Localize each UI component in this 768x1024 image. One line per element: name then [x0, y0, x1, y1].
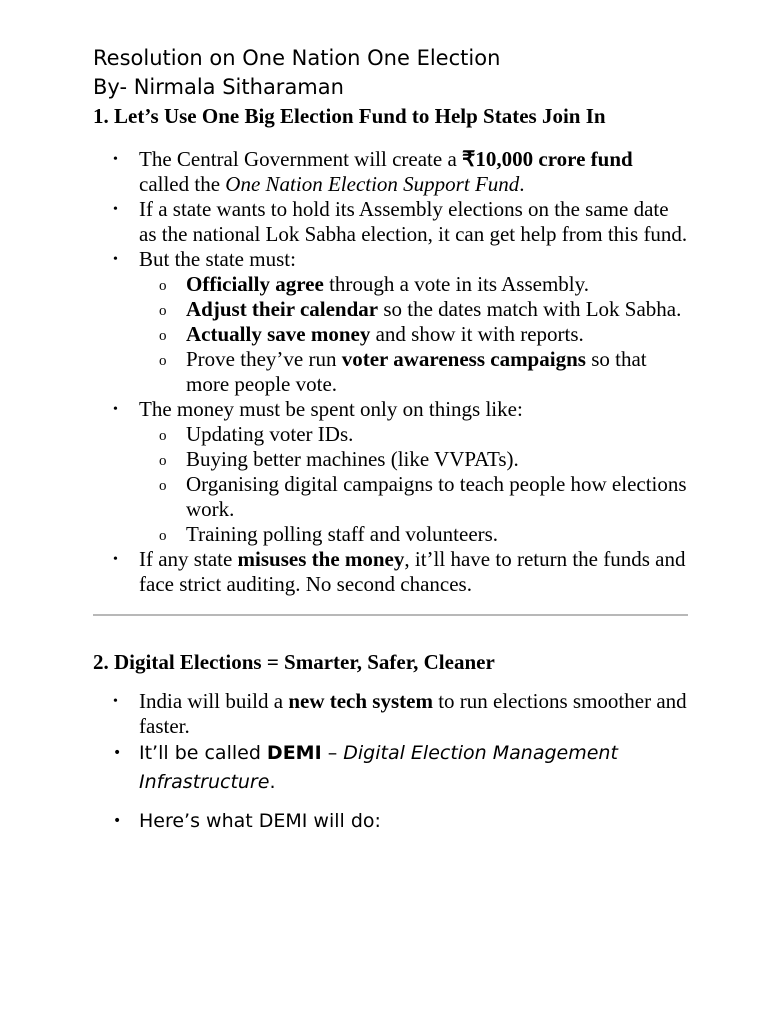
bullet-icon: • — [113, 202, 118, 217]
list-item-text: called the — [139, 172, 226, 196]
list-item — [93, 397, 688, 547]
section-1-heading: 1. Let’s Use One Big Election Fund to Help States Join In — [93, 104, 606, 128]
demi-full-name: Digital Election Management Infrastructure — [139, 742, 618, 793]
list-item — [93, 197, 688, 247]
section-2-heading: 2. Digital Elections = Smarter, Safer, Cleaner — [93, 650, 495, 674]
bullet-icon: • — [113, 813, 122, 829]
list-item-text: India will build a — [139, 689, 289, 713]
demi-acronym: DEMI — [266, 742, 322, 764]
list-item — [93, 147, 688, 197]
list-item-text: If a state wants to hold its Assembly elections on the same date as the national Lok Sabha election, it can get help from this fund. — [139, 197, 688, 246]
sub-bullet-icon: o — [159, 353, 167, 369]
sub-list-item — [139, 472, 688, 522]
sub-item-bold: Adjust their calendar — [186, 297, 379, 321]
spending-sublist — [139, 422, 688, 547]
list-item-text: But the state must: — [139, 247, 296, 271]
sub-list-item — [139, 272, 688, 297]
document-title: Resolution on One Nation One Election — [93, 46, 501, 70]
sub-list-item — [139, 422, 688, 447]
section-divider — [93, 614, 688, 616]
list-item-text: The Central Government will create a — [139, 147, 463, 171]
list-item-text: . — [269, 771, 276, 793]
list-item — [93, 689, 688, 739]
section-1-list — [93, 147, 688, 597]
bullet-icon: • — [113, 552, 118, 567]
fund-amount: ₹10,000 crore fund — [462, 147, 633, 171]
sub-item-text: Training polling staff and volunteers. — [186, 522, 499, 546]
sub-bullet-icon: o — [159, 478, 167, 494]
sub-list-item — [139, 347, 688, 397]
sub-bullet-icon: o — [159, 278, 167, 294]
conditions-sublist — [139, 272, 688, 397]
sub-item-bold: voter awareness campaigns — [341, 347, 586, 371]
list-item — [93, 807, 688, 836]
sub-list-item — [139, 297, 688, 322]
sub-item-text: Updating voter IDs. — [186, 422, 354, 446]
bullet-icon: • — [113, 694, 118, 709]
list-item-text: , it’ll have to return the funds and face strict auditing. No second chances. — [139, 547, 686, 596]
sub-item-text: Buying better machines (like VVPATs). — [186, 447, 519, 471]
sub-item-text: so that more people vote. — [186, 347, 647, 396]
list-item-text: to run elections smoother and faster. — [139, 689, 687, 738]
list-item-text: Here’s what DEMI will do: — [139, 810, 381, 832]
section-2-list — [93, 689, 688, 836]
sub-item-text: through a vote in its Assembly. — [323, 272, 590, 296]
bullet-icon: • — [113, 252, 118, 267]
sub-bullet-icon: o — [159, 428, 167, 444]
fund-name: One Nation Election Support Fund — [225, 172, 520, 196]
list-item-text: – — [321, 742, 344, 764]
sub-item-text: Organising digital campaigns to teach people how elections work. — [186, 472, 687, 521]
list-item-text: . — [519, 172, 525, 196]
sub-bullet-icon: o — [159, 303, 167, 319]
list-item-bold: misuses the money — [237, 547, 405, 571]
list-item-text: If any state — [139, 547, 238, 571]
sub-list-item — [139, 447, 688, 472]
sub-item-text: so the dates match with Lok Sabha. — [378, 297, 682, 321]
list-item-bold: new tech system — [288, 689, 433, 713]
document-byline: By- Nirmala Sitharaman — [93, 75, 344, 99]
sub-bullet-icon: o — [159, 528, 167, 544]
list-item — [93, 547, 688, 597]
list-item — [93, 247, 688, 397]
bullet-icon: • — [113, 152, 118, 167]
sub-item-text: Prove they’ve run — [186, 347, 342, 371]
sub-bullet-icon: o — [159, 328, 167, 344]
sub-item-bold: Actually save money — [186, 322, 371, 346]
list-item — [93, 739, 688, 797]
list-item-text: The money must be spent only on things like: — [139, 397, 523, 421]
bullet-icon: • — [113, 745, 122, 761]
sub-bullet-icon: o — [159, 453, 167, 469]
sub-item-bold: Officially agree — [186, 272, 324, 296]
sub-list-item — [139, 322, 688, 347]
list-item-text: It’ll be called — [139, 742, 267, 764]
sub-list-item — [139, 522, 688, 547]
bullet-icon: • — [113, 402, 118, 417]
sub-item-text: and show it with reports. — [370, 322, 584, 346]
